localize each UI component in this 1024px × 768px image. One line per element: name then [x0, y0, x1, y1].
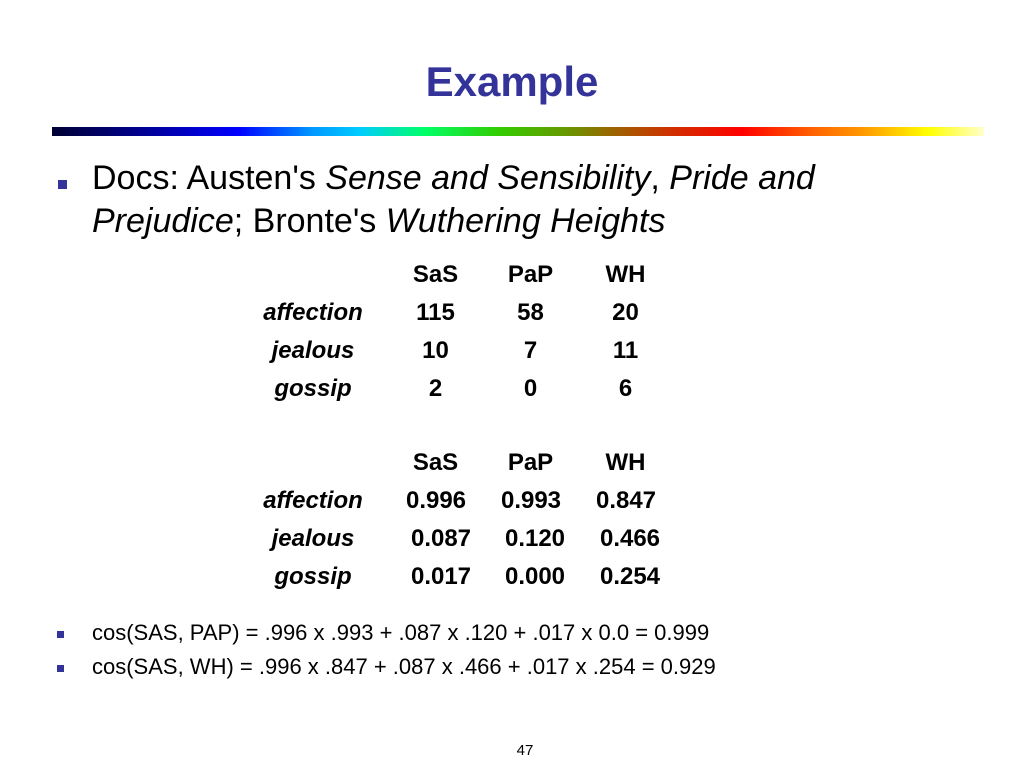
slide-title: Example	[425, 58, 599, 105]
row-label: jealous	[271, 525, 355, 552]
column-header: PaP	[507, 449, 554, 476]
table-cell: 0	[523, 375, 538, 402]
cosine-bullet-wh	[54, 653, 974, 681]
table-row	[248, 482, 748, 520]
table-cell: 0.017	[410, 563, 472, 590]
separator-bronte: ; Bronte's	[233, 202, 386, 240]
table-row	[248, 370, 748, 408]
table-cell: 2	[428, 375, 443, 402]
rainbow-divider	[52, 127, 984, 136]
table-cell: 0.466	[599, 525, 661, 552]
table-cell: 6	[618, 375, 633, 402]
bullet-square-icon	[57, 631, 64, 638]
book-title-sense-and-sensibility: Sense and Sensibility	[325, 159, 651, 197]
column-header: WH	[605, 261, 646, 288]
table-cell: 0.000	[504, 563, 566, 590]
term-count-table	[248, 256, 748, 408]
table-cell: 11	[612, 337, 639, 364]
table-row	[248, 332, 748, 370]
book-title-wuthering-heights: Wuthering Heights	[385, 202, 666, 240]
column-header: WH	[605, 449, 646, 476]
table-cell: 7	[523, 337, 538, 364]
table-cell: 0.847	[595, 487, 657, 514]
column-header: PaP	[507, 261, 554, 288]
table-cell: 10	[422, 337, 449, 364]
bullet-square-icon	[58, 180, 67, 189]
docs-prefix: Docs: Austen's	[92, 159, 326, 197]
table-cell: 0.996	[405, 487, 467, 514]
row-label: jealous	[271, 337, 355, 364]
table-cell: 20	[612, 299, 639, 326]
column-header: SaS	[412, 449, 459, 476]
table-cell: 0.120	[504, 525, 566, 552]
row-label: gossip	[274, 375, 352, 402]
table-row	[248, 294, 748, 332]
page-number: 47	[516, 742, 534, 759]
main-bullet	[54, 157, 954, 243]
table-cell: 0.254	[599, 563, 661, 590]
row-label: affection	[263, 299, 363, 326]
separator-comma: ,	[650, 159, 670, 197]
main-bullet-text	[92, 157, 954, 243]
table-header-row	[248, 444, 748, 482]
bullet-square-icon	[57, 665, 64, 672]
row-label: affection	[263, 487, 363, 514]
table-cell: 58	[517, 299, 544, 326]
cosine-bullet-pap	[54, 619, 974, 647]
table-cell: 0.993	[500, 487, 562, 514]
normalized-weight-table	[248, 444, 748, 596]
cosine-formula-text: cos(SAS, PAP) = .996 x .993 + .087 x .120 + .017 x 0.0 = 0.999	[92, 620, 710, 645]
table-row	[248, 520, 748, 558]
book-title-pride-and-prejudice: Pride and Prejudice	[92, 159, 815, 240]
table-cell: 115	[416, 299, 455, 326]
cosine-formula-text: cos(SAS, WH) = .996 x .847 + .087 x .466 + .017 x .254 = 0.929	[92, 654, 716, 679]
row-label: gossip	[274, 563, 352, 590]
table-row	[248, 558, 748, 596]
column-header: SaS	[412, 261, 459, 288]
table-header-row	[248, 256, 748, 294]
table-cell: 0.087	[410, 525, 472, 552]
